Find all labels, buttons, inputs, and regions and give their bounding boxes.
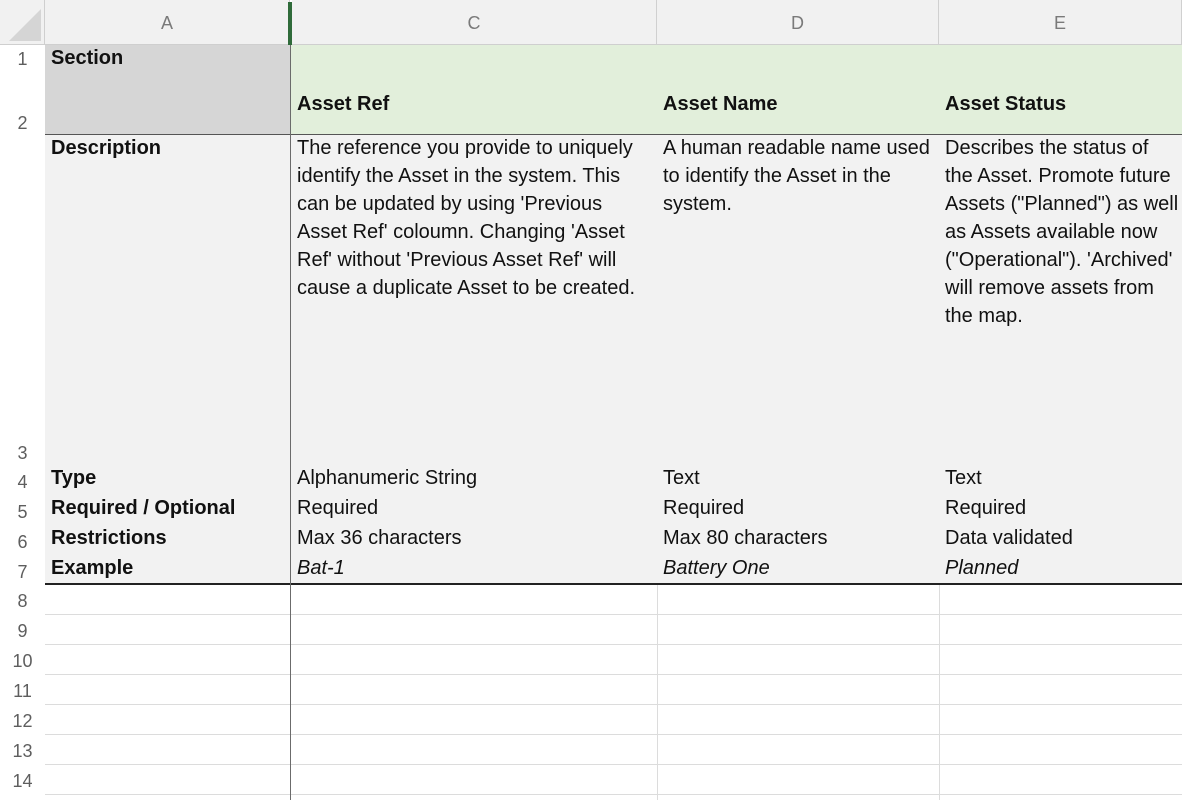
cell-d3-description[interactable]: A human readable name used to identify the Asset in the system.: [663, 137, 930, 215]
row-header-1[interactable]: 1: [17, 49, 28, 69]
cell-c5-required[interactable]: Required: [297, 497, 379, 519]
cell-d4-type[interactable]: Text: [663, 467, 700, 489]
row-header-9[interactable]: 9: [17, 621, 28, 641]
column-header-a[interactable]: A: [45, 0, 290, 45]
cell-d6-restrictions[interactable]: Max 80 characters: [663, 527, 828, 549]
cell-d5-required[interactable]: Required: [663, 497, 745, 519]
row-header-6[interactable]: 6: [17, 532, 28, 552]
cell-c6-restrictions[interactable]: Max 36 characters: [297, 527, 462, 549]
column-header-c[interactable]: C: [292, 0, 657, 45]
select-all-corner[interactable]: [0, 0, 45, 45]
cell-a5-required[interactable]: Required / Optional: [51, 497, 236, 519]
row-header-4[interactable]: 4: [17, 472, 28, 492]
row-header-5[interactable]: 5: [17, 502, 28, 522]
row-header-2[interactable]: 2: [17, 113, 28, 133]
cell-e6-restrictions[interactable]: Data validated: [945, 527, 1073, 549]
cell-d7-example[interactable]: Battery One: [663, 557, 770, 579]
cell-a6-restrictions[interactable]: Restrictions: [51, 527, 167, 549]
cell-c7-example[interactable]: Bat-1: [297, 557, 345, 579]
row-header-8[interactable]: 8: [17, 591, 28, 611]
row-header-11[interactable]: 11: [13, 681, 32, 701]
cell-c4-type[interactable]: Alphanumeric String: [297, 467, 478, 489]
cell-c2-asset-ref[interactable]: Asset Ref: [297, 93, 390, 115]
cell-e7-example[interactable]: Planned: [945, 557, 1019, 579]
row-header-3[interactable]: 3: [17, 443, 28, 463]
cell-e4-type[interactable]: Text: [945, 467, 982, 489]
row-header-7[interactable]: 7: [17, 562, 28, 582]
cell-a1-section[interactable]: Section: [51, 47, 124, 69]
row-header-12[interactable]: 12: [12, 711, 33, 731]
column-header-d[interactable]: D: [657, 0, 939, 45]
row-header-14[interactable]: 14: [12, 771, 33, 791]
cell-c3-description[interactable]: The reference you provide to uniquely identify the Asset in the system. This can be updated by using 'Previous Asset Ref' coloumn. Changing 'Asset Ref' without 'Previous Asset Ref' will cause a duplicate Asset to be created.: [297, 137, 635, 299]
column-header-e[interactable]: E: [939, 0, 1182, 45]
cell-d2-asset-name[interactable]: Asset Name: [663, 93, 778, 115]
cell-e3-description[interactable]: Describes the status of the Asset. Promote future Assets ("Planned") as well as Assets available now ("Operational"). 'Archived' will remove assets from the map.: [945, 137, 1179, 327]
cell-a4-type[interactable]: Type: [51, 467, 97, 489]
cell-e5-required[interactable]: Required: [945, 497, 1027, 519]
cell-e2-asset-status[interactable]: Asset Status: [945, 93, 1067, 115]
row-header-13[interactable]: 13: [12, 741, 33, 761]
cell-a7-example[interactable]: Example: [51, 557, 134, 579]
cell-a2-description[interactable]: Description: [51, 137, 162, 159]
row-header-10[interactable]: 10: [12, 651, 33, 671]
